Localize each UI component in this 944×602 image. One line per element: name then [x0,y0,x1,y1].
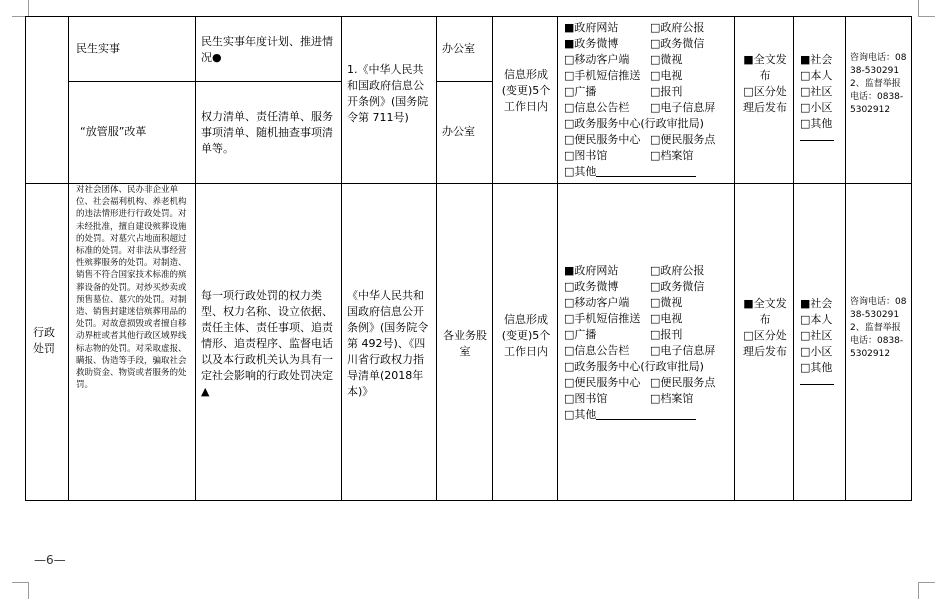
channel-row [564,343,732,359]
time-limit: 信息形成(变更)5个工作日内 [501,313,551,358]
col-divider [557,16,558,501]
channel-row [564,263,732,279]
time-limit: 信息形成(变更)5个工作日内 [501,68,551,113]
col-divider [492,16,493,501]
other-blank-line [596,164,696,177]
channel-option: □电子信息屏 [650,101,716,114]
channel-option: □广播 [564,85,597,98]
channel-option: □政府公报 [650,21,705,34]
target-option: □小区 [800,101,833,114]
channel-row [564,295,732,311]
channel-option: □便民服务点 [650,133,716,146]
penalty-content: 每一项行政处罚的权力类型、权力名称、设立依据、责任主体、责任事项、追责情形、追责程序、监督电话以及本行政机关认为具有一定社会影响的行政处罚决定▲ [201,289,333,398]
row-divider [436,81,492,82]
target-option: □社区 [800,85,833,98]
channel-row [564,311,732,327]
table-border-top [25,16,912,17]
target-option: □其他 [800,361,833,374]
channel-option: □移动客户端 [564,296,630,309]
channel-option: □电视 [650,312,683,325]
scope-option: ■全文发布 [743,53,787,82]
col-divider [25,16,26,501]
penalty-description: 对社会团体、民办非企业单位、社会福利机构、养老机构的违法情形进行行政处罚。对未经批准，擅自建设殡葬设施的处罚。对墓穴占地面积超过标准的处罚。对非法从事经营性殡葬服务的处罚。对制造、销售不符合国家技术标准的殡葬设备的处罚。对炒买炒卖或预售墓位、墓穴的处罚。对制造、销售封建迷信殡葬用品的处罚。对故意损毁或者擅自移动界桩或者其他行政区域界线标志物的处罚。对采取虚报、瞒报、伪造等手段，骗取社会救助资金、物资或者服务的处罚。 [76,185,187,391]
target-option: □社区 [800,329,833,342]
scope-option: □区分处理后发布 [743,329,787,358]
scope-list [739,296,791,360]
channel-option: ■政府网站 [564,264,619,277]
target-option: ■社会 [800,297,833,310]
subitem-content: 民生实事年度计划、推进情况● [201,35,333,64]
subitem-name: “放管服”改革 [80,125,147,138]
channel-row [564,132,732,148]
subitem-content: 权力清单、责任清单、服务事项清单、随机抽查事项清单等。 [201,110,333,155]
channel-row [564,20,732,36]
basis-text: 1.《中华人民共和国政府信息公开条例》(国务院令第 711号) [347,63,429,124]
channel-row [564,36,732,52]
crop-mark-bottom-left [12,582,29,599]
col-divider [195,16,196,501]
col-divider [845,16,846,501]
basis-text: 《中华人民共和国政府信息公开条例》(国务院令第 492号)、《四川省行政权力指导清单(2018年本)》 [347,289,429,398]
channel-option: □政务服务中心(行政审批局) [564,360,704,373]
scope-list [739,52,791,116]
channel-option: □移动客户端 [564,53,630,66]
col-divider [793,16,794,501]
contact-phones: 咨询电话：0838-5302912、监督举报电话：0838-5302912 [850,53,907,115]
channel-row [564,84,732,100]
responsible-dept: 办公室 [442,42,475,55]
target-option: □小区 [800,345,833,358]
channel-option: □政府公报 [650,264,705,277]
responsible-dept: 各业务股室 [443,329,487,358]
col-divider [734,16,735,501]
channel-option: □政务微信 [650,280,705,293]
channel-option: □图书馆 [564,149,608,162]
category-label: 行政处罚 [33,326,55,355]
target-list [800,296,844,385]
channel-option: □报刊 [650,85,683,98]
responsible-dept: 办公室 [442,125,475,138]
crop-mark-top-right [918,0,935,17]
channel-option: □信息公告栏 [564,344,630,357]
channel-option: □便民服务点 [650,376,716,389]
channel-option: □档案馆 [650,149,694,162]
page-number: —6— [34,553,66,567]
channel-option: □信息公告栏 [564,101,630,114]
row-divider [68,81,341,82]
channel-option: □手机短信推送 [564,312,641,325]
channel-option: □便民服务中心 [564,376,641,389]
channel-row [564,148,732,164]
channel-option: □政务微博 [564,280,619,293]
channel-option: □手机短信推送 [564,69,641,82]
channel-option: □其他 [564,165,597,178]
channel-option: □电子信息屏 [650,344,716,357]
channel-option: □微视 [650,53,683,66]
channel-row [564,375,732,391]
channel-row [564,391,732,407]
channel-option: □档案馆 [650,392,694,405]
channel-row [564,327,732,343]
channel-option: □政务服务中心(行政审批局) [564,117,704,130]
target-option: □其他 [800,117,833,130]
channel-row [564,279,732,295]
scope-option: ■全文发布 [743,297,787,326]
channel-row [564,164,732,180]
channel-option: □广播 [564,328,597,341]
channel-option: ■政府网站 [564,21,619,34]
channel-option: □图书馆 [564,392,608,405]
channel-option: □政务微信 [650,37,705,50]
col-divider [68,16,69,501]
target-option: ■社会 [800,53,833,66]
channel-option: □电视 [650,69,683,82]
channel-row [564,68,732,84]
channel-option: ■政务微博 [564,37,619,50]
channel-list [564,20,732,180]
contact-phones: 咨询电话：0838-5302912、监督举报电话：0838-5302912 [850,297,907,359]
scope-option: □区分处理后发布 [743,85,787,114]
target-option: □本人 [800,69,833,82]
channel-list [564,263,732,423]
col-divider [436,16,437,501]
other-blank-line [800,132,834,141]
table-border-bottom [25,500,912,501]
crop-mark-bottom-right [918,582,935,599]
channel-row [564,100,732,116]
channel-option: □微视 [650,296,683,309]
col-divider [341,16,342,501]
other-blank-line [596,407,696,420]
crop-mark-top-left [12,0,29,17]
channel-option: □便民服务中心 [564,133,641,146]
channel-option: □报刊 [650,328,683,341]
other-blank-line [800,376,834,385]
target-list [800,52,844,141]
subitem-name: 民生实事 [76,42,120,55]
target-option: □本人 [800,313,833,326]
table-border-right [911,16,912,501]
channel-option: □其他 [564,408,597,421]
channel-row [564,52,732,68]
channel-row [564,407,732,423]
